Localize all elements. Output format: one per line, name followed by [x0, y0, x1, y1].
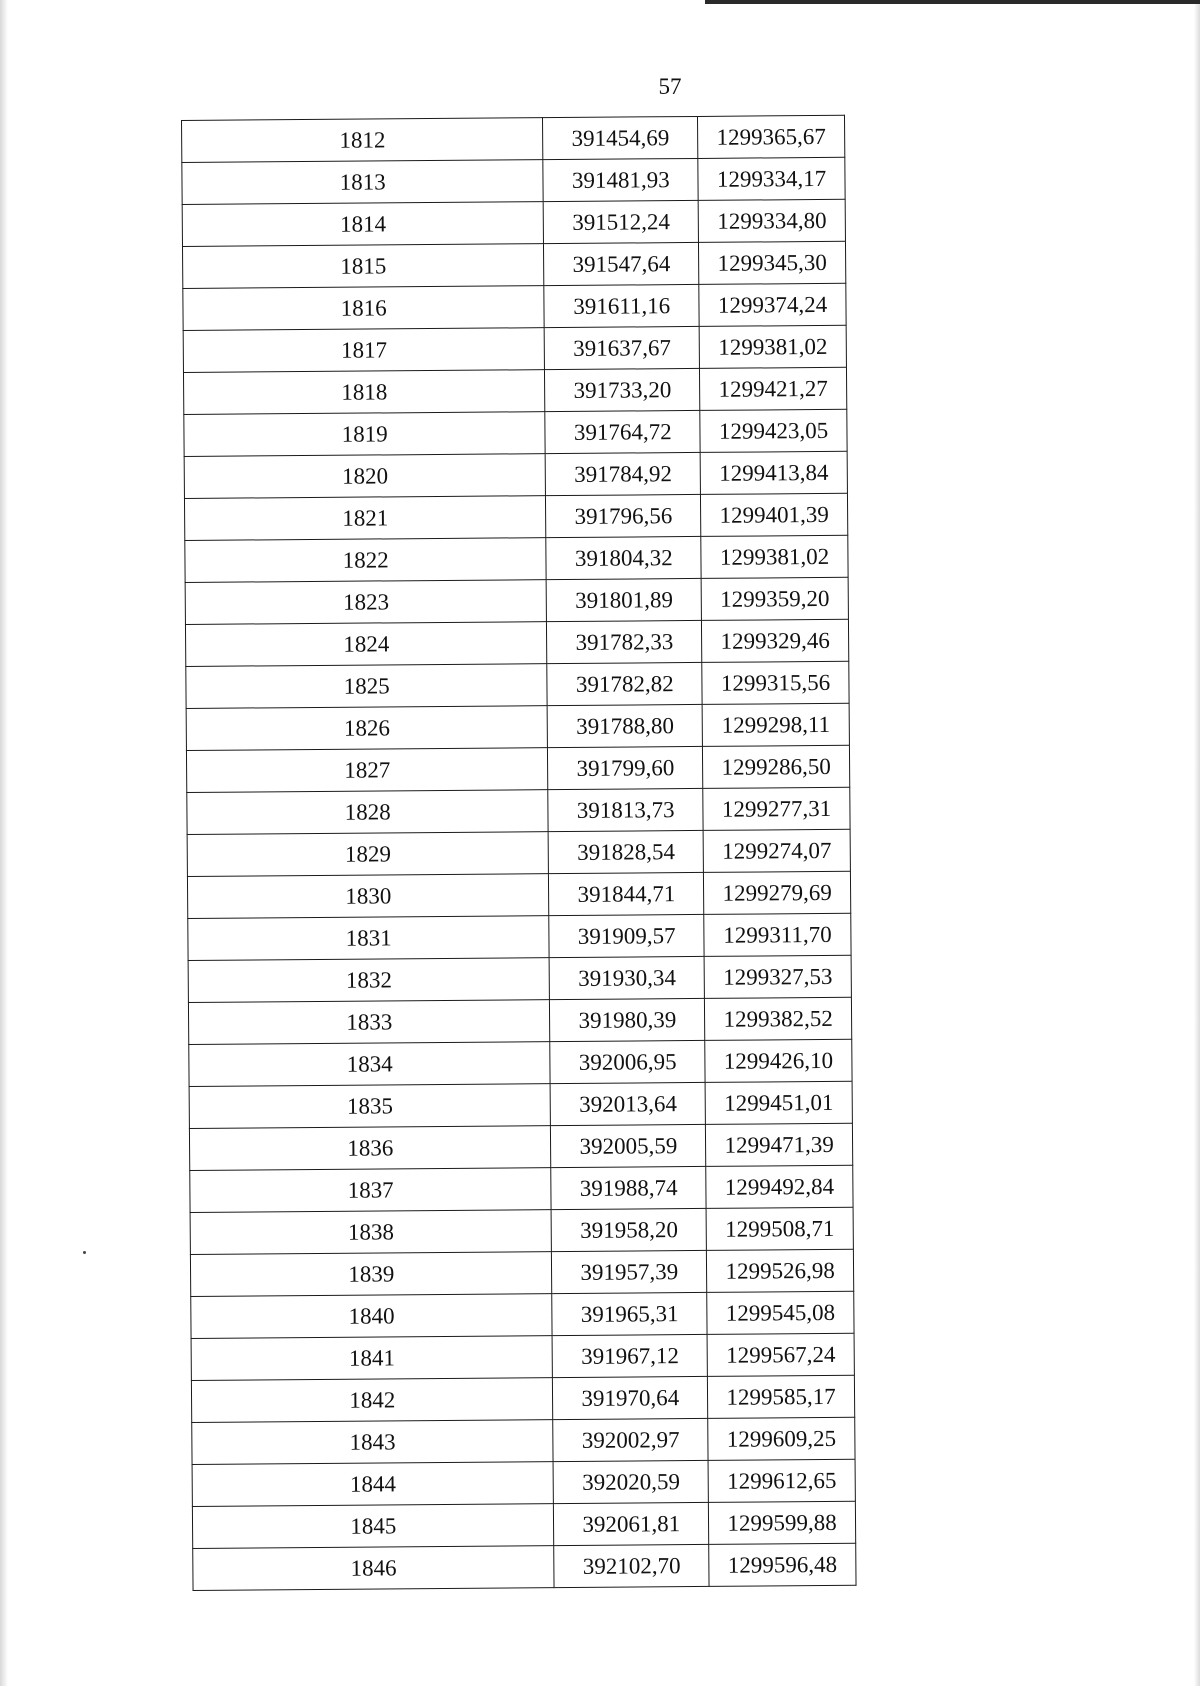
- table-row: [189, 1039, 852, 1086]
- y-coordinate-cell: 1299401,39: [701, 493, 848, 536]
- x-coordinate-cell: 391637,67: [545, 326, 700, 369]
- y-coordinate-cell: 1299508,71: [706, 1207, 853, 1250]
- point-number-cell: 1831: [188, 916, 550, 961]
- table-row: [183, 283, 846, 330]
- x-coordinate-cell: 391481,93: [543, 158, 698, 201]
- table-row: [190, 1165, 853, 1212]
- point-number-cell: 1833: [188, 1000, 550, 1045]
- point-number-cell: 1828: [187, 790, 549, 835]
- point-number-cell: 1845: [192, 1504, 554, 1549]
- x-coordinate-cell: 391813,73: [548, 788, 703, 831]
- point-number-cell: 1837: [190, 1168, 552, 1213]
- y-coordinate-cell: 1299329,46: [702, 619, 849, 662]
- point-number-cell: 1825: [186, 664, 548, 709]
- table-row: [191, 1291, 854, 1338]
- coordinates-table: [181, 115, 857, 1591]
- y-coordinate-cell: 1299413,84: [700, 451, 847, 494]
- point-number-cell: 1832: [188, 958, 550, 1003]
- point-number-cell: 1827: [186, 748, 548, 793]
- y-coordinate-cell: 1299426,10: [705, 1039, 852, 1082]
- scan-edge-right: [1194, 0, 1200, 1686]
- scan-edge-left: [0, 0, 8, 1686]
- x-coordinate-cell: 391965,31: [552, 1292, 707, 1335]
- table-row: [186, 745, 849, 792]
- point-number-cell: 1812: [182, 118, 544, 163]
- table-row: [184, 451, 847, 498]
- table-row: [193, 1543, 856, 1590]
- point-number-cell: 1838: [190, 1210, 552, 1255]
- point-number-cell: 1834: [189, 1042, 551, 1087]
- table-row: [184, 409, 847, 456]
- table-row: [187, 829, 850, 876]
- y-coordinate-cell: 1299345,30: [699, 241, 846, 284]
- table-row: [190, 1249, 853, 1296]
- point-number-cell: 1846: [193, 1546, 555, 1591]
- table-row: [182, 241, 845, 288]
- x-coordinate-cell: 392102,70: [554, 1544, 709, 1587]
- page-number: 57: [658, 74, 682, 99]
- y-coordinate-cell: 1299374,24: [699, 283, 846, 326]
- table-row: [184, 493, 847, 540]
- y-coordinate-cell: 1299526,98: [707, 1249, 854, 1292]
- point-number-cell: 1816: [183, 286, 545, 331]
- table-row: [189, 1081, 852, 1128]
- x-coordinate-cell: 391788,80: [548, 704, 703, 747]
- table-row: [187, 787, 850, 834]
- x-coordinate-cell: 392006,95: [550, 1040, 705, 1083]
- point-number-cell: 1840: [191, 1294, 553, 1339]
- y-coordinate-cell: 1299381,02: [701, 535, 848, 578]
- point-number-cell: 1830: [187, 874, 549, 919]
- table-row: [187, 871, 850, 918]
- y-coordinate-cell: 1299492,84: [706, 1165, 853, 1208]
- point-number-cell: 1822: [185, 538, 547, 583]
- point-number-cell: 1843: [192, 1420, 554, 1465]
- table-row: [188, 997, 851, 1044]
- x-coordinate-cell: 391782,33: [547, 620, 702, 663]
- x-coordinate-cell: 391988,74: [551, 1166, 706, 1209]
- point-number-cell: 1836: [189, 1126, 551, 1171]
- x-coordinate-cell: 392061,81: [554, 1502, 709, 1545]
- x-coordinate-cell: 391970,64: [553, 1376, 708, 1419]
- table-row: [183, 367, 846, 414]
- x-coordinate-cell: 391512,24: [544, 200, 699, 243]
- point-number-cell: 1814: [182, 202, 544, 247]
- table-row: [182, 157, 845, 204]
- table-row: [188, 913, 851, 960]
- point-number-cell: 1842: [191, 1378, 553, 1423]
- point-number-cell: 1813: [182, 160, 544, 205]
- x-coordinate-cell: 391958,20: [552, 1208, 707, 1251]
- table-row: [192, 1459, 855, 1506]
- table-row: [186, 661, 849, 708]
- y-coordinate-cell: 1299471,39: [706, 1123, 853, 1166]
- y-coordinate-cell: 1299334,80: [698, 199, 845, 242]
- x-coordinate-cell: 391733,20: [545, 368, 700, 411]
- x-coordinate-cell: 392002,97: [553, 1418, 708, 1461]
- point-number-cell: 1844: [192, 1462, 554, 1507]
- table-row: [190, 1207, 853, 1254]
- y-coordinate-cell: 1299315,56: [702, 661, 849, 704]
- y-coordinate-cell: 1299311,70: [704, 913, 851, 956]
- y-coordinate-cell: 1299423,05: [700, 409, 847, 452]
- y-coordinate-cell: 1299286,50: [703, 745, 850, 788]
- x-coordinate-cell: 391828,54: [549, 830, 704, 873]
- x-coordinate-cell: 391930,34: [550, 956, 705, 999]
- x-coordinate-cell: 391957,39: [552, 1250, 707, 1293]
- x-coordinate-cell: 391844,71: [549, 872, 704, 915]
- x-coordinate-cell: 392005,59: [551, 1124, 706, 1167]
- point-number-cell: 1826: [186, 706, 548, 751]
- point-number-cell: 1820: [184, 454, 546, 499]
- point-number-cell: 1839: [190, 1252, 552, 1297]
- x-coordinate-cell: 391980,39: [550, 998, 705, 1041]
- x-coordinate-cell: 391967,12: [553, 1334, 708, 1377]
- point-number-cell: 1817: [183, 328, 545, 373]
- y-coordinate-cell: 1299545,08: [707, 1291, 854, 1334]
- y-coordinate-cell: 1299612,65: [708, 1459, 855, 1502]
- y-coordinate-cell: 1299277,31: [703, 787, 850, 830]
- x-coordinate-cell: 391784,92: [546, 452, 701, 495]
- table-row: [192, 1417, 855, 1464]
- y-coordinate-cell: 1299279,69: [704, 871, 851, 914]
- x-coordinate-cell: 391796,56: [546, 494, 701, 537]
- y-coordinate-cell: 1299421,27: [700, 367, 847, 410]
- x-coordinate-cell: 391801,89: [547, 578, 702, 621]
- table-row: [185, 619, 848, 666]
- coordinates-table-body: [182, 115, 857, 1590]
- table-row: [185, 577, 848, 624]
- y-coordinate-cell: 1299298,11: [702, 703, 849, 746]
- y-coordinate-cell: 1299381,02: [699, 325, 846, 368]
- y-coordinate-cell: 1299327,53: [704, 955, 851, 998]
- x-coordinate-cell: 391804,32: [546, 536, 701, 579]
- x-coordinate-cell: 391454,69: [543, 116, 698, 159]
- y-coordinate-cell: 1299596,48: [709, 1543, 856, 1586]
- x-coordinate-cell: 391799,60: [548, 746, 703, 789]
- point-number-cell: 1815: [182, 244, 544, 289]
- x-coordinate-cell: 391611,16: [544, 284, 699, 327]
- point-number-cell: 1821: [184, 496, 546, 541]
- y-coordinate-cell: 1299567,24: [707, 1333, 854, 1376]
- table-row: [191, 1375, 854, 1422]
- table-row: [189, 1123, 852, 1170]
- x-coordinate-cell: 391764,72: [545, 410, 700, 453]
- point-number-cell: 1829: [187, 832, 549, 877]
- point-number-cell: 1824: [185, 622, 547, 667]
- scan-speck: [83, 1251, 86, 1254]
- x-coordinate-cell: 392013,64: [551, 1082, 706, 1125]
- table-row: [182, 199, 845, 246]
- table-row: [192, 1501, 855, 1548]
- point-number-cell: 1835: [189, 1084, 551, 1129]
- table-row: [183, 325, 846, 372]
- x-coordinate-cell: 391782,82: [547, 662, 702, 705]
- y-coordinate-cell: 1299382,52: [705, 997, 852, 1040]
- point-number-cell: 1818: [183, 370, 545, 415]
- table-row: [188, 955, 851, 1002]
- y-coordinate-cell: 1299451,01: [705, 1081, 852, 1124]
- point-number-cell: 1823: [185, 580, 547, 625]
- x-coordinate-cell: 391909,57: [549, 914, 704, 957]
- y-coordinate-cell: 1299609,25: [708, 1417, 855, 1460]
- y-coordinate-cell: 1299334,17: [698, 157, 845, 200]
- table-row: [182, 115, 845, 162]
- table-row: [185, 535, 848, 582]
- y-coordinate-cell: 1299585,17: [708, 1375, 855, 1418]
- y-coordinate-cell: 1299599,88: [709, 1501, 856, 1544]
- x-coordinate-cell: 392020,59: [554, 1460, 709, 1503]
- y-coordinate-cell: 1299359,20: [701, 577, 848, 620]
- table-row: [186, 703, 849, 750]
- y-coordinate-cell: 1299365,67: [698, 115, 845, 158]
- top-rule: [705, 0, 1200, 4]
- point-number-cell: 1841: [191, 1336, 553, 1381]
- table-row: [191, 1333, 854, 1380]
- point-number-cell: 1819: [184, 412, 546, 457]
- x-coordinate-cell: 391547,64: [544, 242, 699, 285]
- y-coordinate-cell: 1299274,07: [703, 829, 850, 872]
